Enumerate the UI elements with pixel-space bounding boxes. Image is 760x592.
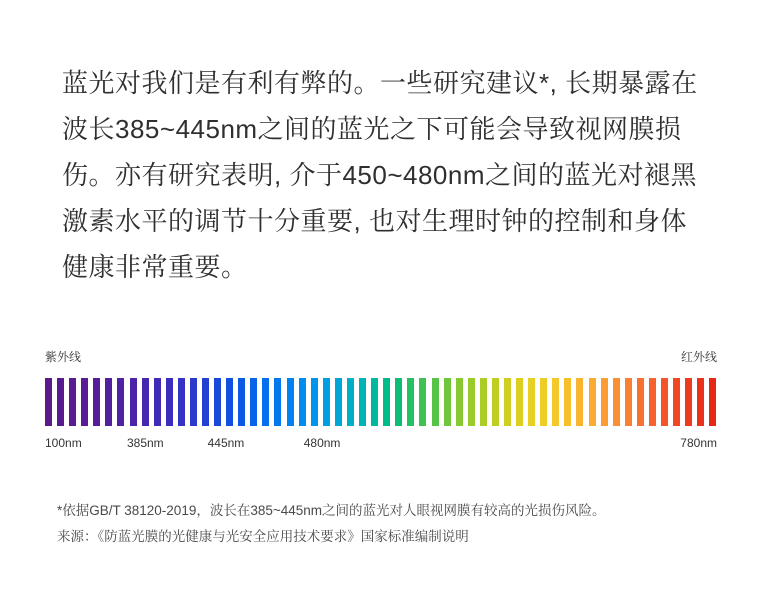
spectrum-bar — [504, 378, 511, 426]
spectrum-bar — [444, 378, 451, 426]
ultraviolet-label: 紫外线 — [45, 350, 82, 364]
spectrum-figure — [45, 348, 717, 454]
spectrum-bar — [552, 378, 559, 426]
spectrum-bar — [130, 378, 137, 426]
spectrum-bar — [274, 378, 281, 426]
spectrum-bar — [45, 378, 52, 426]
spectrum-bar — [323, 378, 330, 426]
spectrum-top-labels — [45, 348, 717, 368]
spectrum-bar — [419, 378, 426, 426]
footnote-source: 来源：《防蓝光膜的光健康与光安全应用技术要求》国家标准编制说明 — [57, 529, 469, 544]
spectrum-bar — [528, 378, 535, 426]
spectrum-bar — [190, 378, 197, 426]
spectrum-bar — [214, 378, 221, 426]
infrared-label: 红外线 — [680, 350, 717, 364]
spectrum-bar — [299, 378, 306, 426]
spectrum-bar — [613, 378, 620, 426]
spectrum-bar — [601, 378, 608, 426]
spectrum-bar — [383, 378, 390, 426]
spectrum-bar — [540, 378, 547, 426]
spectrum-bar — [673, 378, 680, 426]
spectrum-bar — [262, 378, 269, 426]
spectrum-bar — [347, 378, 354, 426]
spectrum-bar — [661, 378, 668, 426]
spectrum-bar — [287, 378, 294, 426]
spectrum-bar — [649, 378, 656, 426]
wavelength-tick: 100nm — [45, 436, 82, 450]
spectrum-bar — [105, 378, 112, 426]
wavelength-tick: 445nm — [207, 436, 245, 450]
spectrum-bar — [637, 378, 644, 426]
spectrum-bar — [697, 378, 704, 426]
spectrum-tick-labels — [45, 436, 717, 454]
footnote-standard: *依据GB/T 38120-2019，波长在385~445nm之间的蓝光对人眼视网膜有较高的光损伤风险。 — [57, 503, 606, 518]
spectrum-bar — [625, 378, 632, 426]
spectrum-bar — [576, 378, 583, 426]
spectrum-bar — [226, 378, 233, 426]
spectrum-bar — [685, 378, 692, 426]
spectrum-bar — [516, 378, 523, 426]
spectrum-bar — [81, 378, 88, 426]
spectrum-bar — [709, 378, 716, 426]
spectrum-bar — [142, 378, 149, 426]
spectrum-bar — [480, 378, 487, 426]
spectrum-bar — [359, 378, 366, 426]
footnotes — [57, 498, 727, 550]
spectrum-bar — [202, 378, 209, 426]
spectrum-bar — [589, 378, 596, 426]
spectrum-bar — [93, 378, 100, 426]
spectrum-bar — [564, 378, 571, 426]
spectrum-bar — [238, 378, 245, 426]
spectrum-bar — [468, 378, 475, 426]
spectrum-bar — [492, 378, 499, 426]
spectrum-bar — [178, 378, 185, 426]
spectrum-bar — [371, 378, 378, 426]
spectrum-bar — [335, 378, 342, 426]
spectrum-bar — [250, 378, 257, 426]
spectrum-bar — [69, 378, 76, 426]
spectrum-bar — [311, 378, 318, 426]
spectrum-bar — [407, 378, 414, 426]
spectrum-bar — [117, 378, 124, 426]
wavelength-tick: 480nm — [303, 436, 341, 450]
spectrum-bar — [456, 378, 463, 426]
spectrum-bar — [395, 378, 402, 426]
spectrum-bar — [57, 378, 64, 426]
spectrum-bar — [154, 378, 161, 426]
spectrum-bars — [45, 378, 717, 426]
spectrum-bar — [432, 378, 439, 426]
intro-paragraph: 蓝光对我们是有利有弊的。一些研究建议*, 长期暴露在波长385~445nm之间的蓝光之下可能会导致视网膜损伤。亦有研究表明, 介于450~480nm之间的蓝光对褪黑激素水平的调节十分重要, 也对生理时钟的控制和身体健康非常重要。 — [62, 68, 698, 282]
wavelength-tick: 385nm — [126, 436, 164, 450]
wavelength-tick: 780nm — [680, 436, 717, 450]
spectrum-bar — [166, 378, 173, 426]
